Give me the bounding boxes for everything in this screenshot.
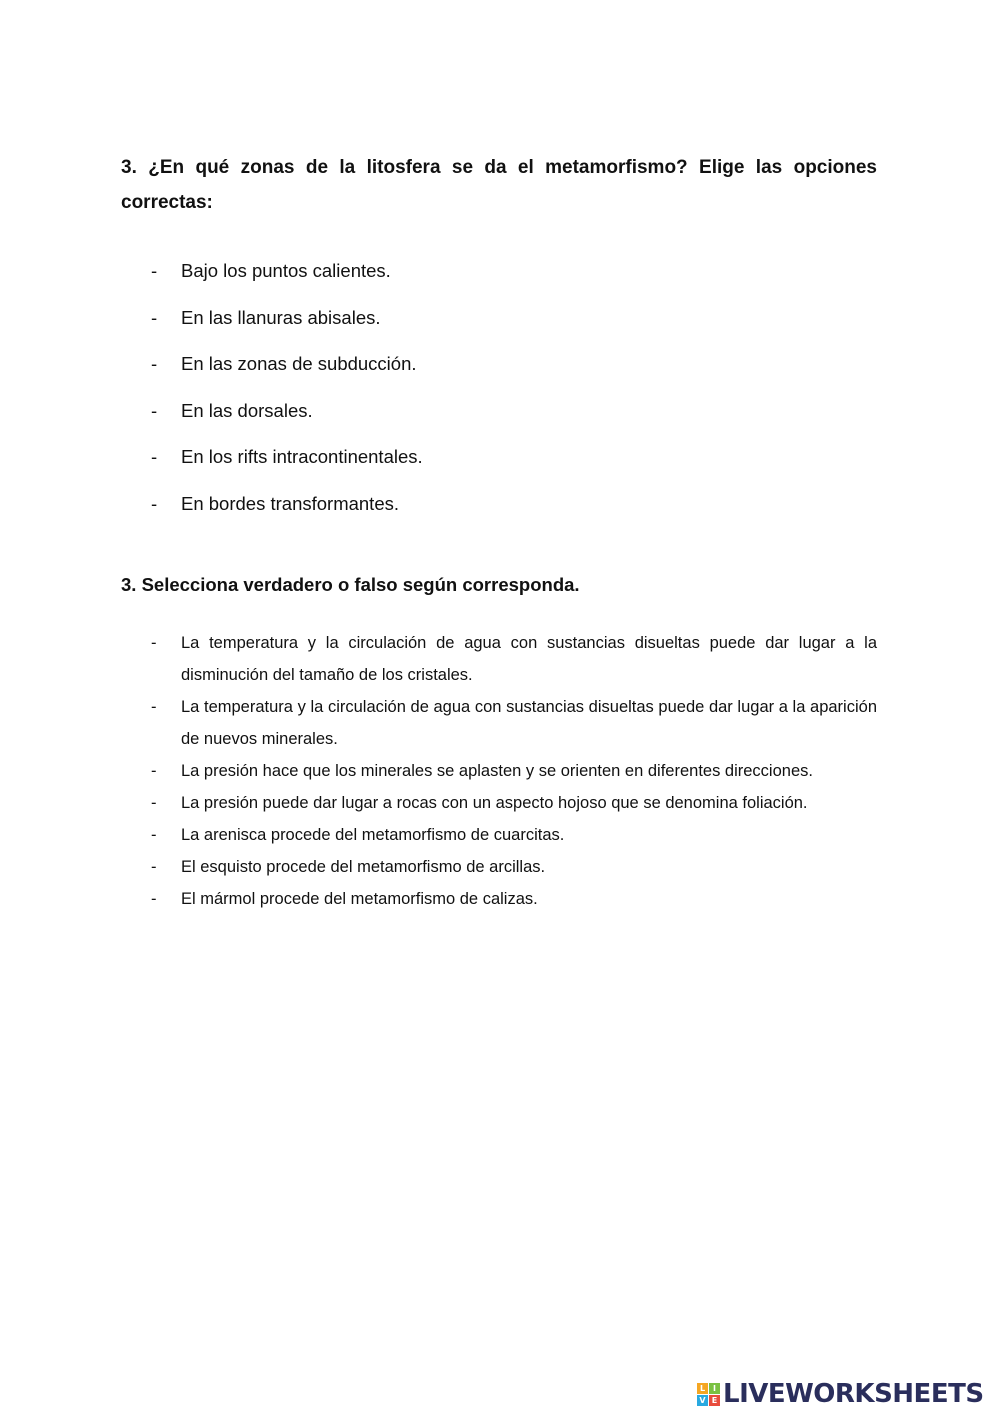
statement-text: El mármol procede del metamorfismo de calizas. bbox=[181, 890, 538, 908]
option-item bbox=[121, 397, 877, 425]
logo-letter-l: L bbox=[697, 1383, 708, 1394]
bullet-dash: - bbox=[151, 446, 158, 467]
statement-item bbox=[121, 787, 877, 819]
question-1-options bbox=[121, 257, 877, 536]
bullet-dash: - bbox=[151, 260, 158, 281]
option-item bbox=[121, 350, 877, 378]
statement-item bbox=[121, 691, 877, 755]
statement-item bbox=[121, 883, 877, 915]
statement-item bbox=[121, 755, 877, 787]
option-item bbox=[121, 490, 877, 518]
logo-letter-v: V bbox=[697, 1395, 708, 1406]
bullet-dash: - bbox=[151, 794, 157, 812]
bullet-dash: - bbox=[151, 826, 157, 844]
option-text: Bajo los puntos calientes. bbox=[181, 260, 391, 281]
statement-text: La temperatura y la circulación de agua con sustancias disueltas puede dar lugar a la disminución del tamaño de los cristales. bbox=[181, 634, 877, 684]
logo-letter-i: I bbox=[709, 1383, 720, 1394]
option-text: En las llanuras abisales. bbox=[181, 306, 381, 328]
bullet-dash: - bbox=[151, 353, 158, 374]
bullet-dash: - bbox=[151, 858, 157, 876]
statement-text: La temperatura y la circulación de agua con sustancias disueltas puede dar lugar a la aparición de nuevos minerales. bbox=[181, 698, 877, 748]
option-text: En bordes transformantes. bbox=[181, 492, 399, 514]
liveworksheets-logo-mark bbox=[697, 1383, 720, 1406]
statement-text: La arenisca procede del metamorfismo de cuarcitas. bbox=[181, 826, 565, 844]
logo-letter-e: E bbox=[709, 1395, 720, 1406]
bullet-dash: - bbox=[151, 306, 158, 328]
bullet-dash: - bbox=[151, 634, 157, 652]
question-1-title: 3. ¿En qué zonas de la litosfera se da el metamorfismo? Elige las opciones correctas: bbox=[121, 157, 877, 213]
option-text: En los rifts intracontinentales. bbox=[181, 446, 423, 467]
bullet-dash: - bbox=[151, 698, 157, 716]
statement-text: El esquisto procede del metamorfismo de arcillas. bbox=[181, 858, 546, 876]
statement-item bbox=[121, 627, 877, 691]
statement-item bbox=[121, 819, 877, 851]
question-2-title: 3. Selecciona verdadero o falso según corresponda. bbox=[121, 574, 580, 595]
question-2-statements bbox=[121, 627, 877, 915]
liveworksheets-logo bbox=[697, 1376, 984, 1412]
statement-item bbox=[121, 851, 877, 883]
bullet-dash: - bbox=[151, 492, 158, 514]
statement-text: La presión hace que los minerales se aplasten y se orienten en diferentes direcciones. bbox=[181, 762, 813, 780]
bullet-dash: - bbox=[151, 399, 158, 421]
liveworksheets-logo-text: LIVEWORKSHEETS bbox=[723, 1379, 984, 1409]
option-text: En las zonas de subducción. bbox=[181, 353, 417, 374]
option-item bbox=[121, 443, 877, 471]
bullet-dash: - bbox=[151, 890, 157, 908]
statement-text: La presión puede dar lugar a rocas con un aspecto hojoso que se denomina foliación. bbox=[181, 794, 808, 812]
option-item bbox=[121, 304, 877, 332]
bullet-dash: - bbox=[151, 762, 157, 780]
option-item bbox=[121, 257, 877, 285]
option-text: En las dorsales. bbox=[181, 399, 313, 421]
